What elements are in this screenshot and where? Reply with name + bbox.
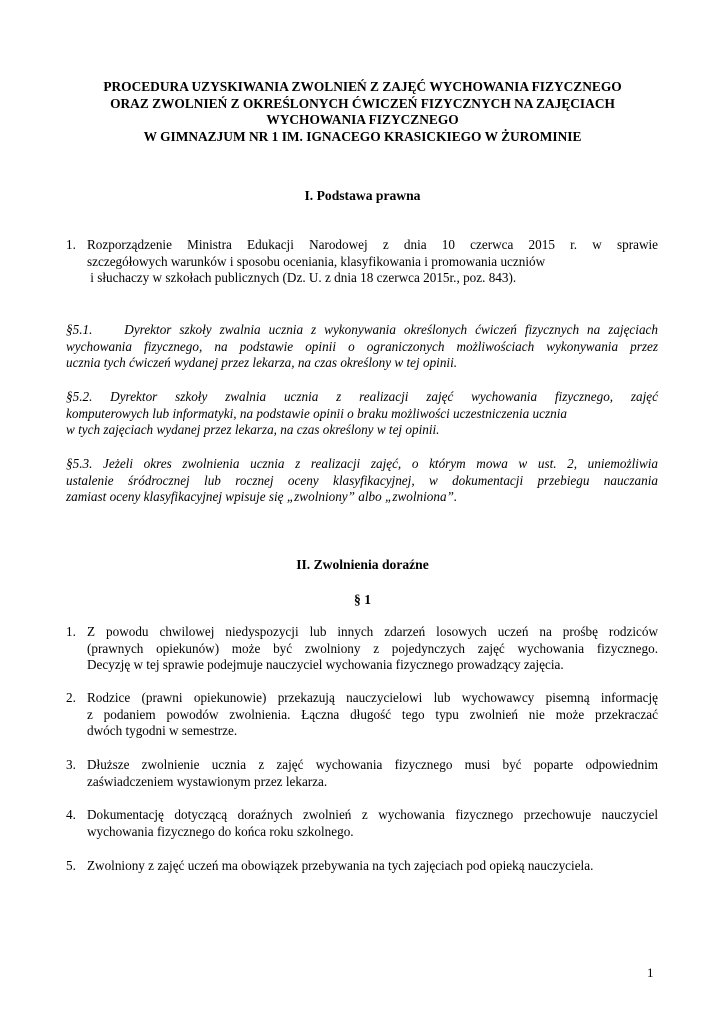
title-line: PROCEDURA UZYSKIWANIA ZWOLNIEŃ Z ZAJĘĆ WYCHOWANIA FIZYCZNEGO: [103, 79, 622, 94]
paragraph-5-3: [66, 456, 658, 506]
section-paragraph-mark: § 1: [354, 592, 371, 607]
item-line: Dokumentację dotyczącą doraźnych zwolnień z wychowania fizycznego przechowuje nauczyciel: [87, 807, 658, 822]
item-line: Decyzję w tej sprawie podejmuje nauczyciel wychowania fizycznego prowadzący zajęcia.: [87, 657, 564, 672]
item-line: wychowania fizycznego do końca roku szkolnego.: [87, 823, 354, 839]
title-line: ORAZ ZWOLNIEŃ Z OKREŚLONYCH ĆWICZEŃ FIZYCZNYCH NA ZAJĘCIACH: [110, 95, 615, 111]
paragraph-line: w tych zajęciach wydanej przez lekarza, na czas określony w tej opinii.: [66, 422, 440, 437]
item-line: i słuchaczy w szkołach publicznych (Dz. U. z dnia 18 czerwca 2015r., poz. 843).: [87, 270, 517, 285]
page-number: 1: [647, 965, 654, 980]
paragraph-5-2: [66, 389, 658, 439]
item-line: zaświadczeniem wystawionym przez lekarza.: [87, 773, 328, 789]
item-number: 3.: [66, 757, 76, 772]
legal-basis-item: [66, 237, 658, 287]
paragraph-line: §5.2. Dyrektor szkoły zwalnia ucznia z realizacji zajęć wychowania fizycznego, zajęć: [66, 389, 658, 404]
item-line: Dłuższe zwolnienie ucznia z zajęć wychowania fizycznego musi być poparte odpowiednim: [87, 757, 658, 772]
paragraph-line: ucznia tych ćwiczeń wydanej przez lekarza, na czas określony w tej opinii.: [66, 355, 458, 370]
title-line: WYCHOWANIA FIZYCZNEGO: [266, 112, 459, 127]
paragraph-line: ustalenie śródrocznej lub rocznej oceny klasyfikacyjnej, w dokumentacji przebiegu nauczania: [66, 472, 658, 488]
item-line: dwóch tygodni w semestrze.: [87, 723, 238, 738]
exemption-item-4: [66, 807, 658, 840]
item-line: Zwolniony z zajęć uczeń ma obowiązek przebywania na tych zajęciach pod opieką nauczyciela.: [87, 858, 594, 873]
paragraph-line: zamiast oceny klasyfikacyjnej wpisuje się „zwolniony” albo „zwolniona”.: [66, 489, 458, 504]
paragraph-line: §5.3. Jeżeli okres zwolnienia ucznia z realizacji zajęć, o którym mowa w ust. 2, uniemożliwia: [66, 456, 658, 471]
item-line: szczegółowych warunków i sposobu oceniania, klasyfikowania i promowania uczniów: [87, 253, 546, 269]
paragraph-5-1: [66, 322, 658, 372]
item-line: (prawnych opiekunów) może być zwolniony z pojedynczych zajęć wychowania fizycznego.: [87, 640, 658, 656]
item-line: z podaniem powodów zwolnienia. Łączna długość tego typu zwolnień nie może przekraczać: [87, 706, 658, 722]
paragraph-line: §5.1. Dyrektor szkoły zwalnia ucznia z wykonywania określonych ćwiczeń fizycznych na zajęciach: [66, 322, 658, 337]
item-line: Rodzice (prawni opiekunowie) przekazują nauczycielowi lub wychowawcy pisemną informację: [87, 690, 658, 705]
exemption-item-5: [66, 858, 658, 875]
item-number: 4.: [66, 807, 76, 822]
title-line: W GIMNAZJUM NR 1 IM. IGNACEGO KRASICKIEGO W ŻUROMINIE: [143, 128, 582, 144]
item-number: 1.: [66, 624, 76, 639]
paragraph-line: wychowania fizycznego, na podstawie opinii o ograniczonych możliwościach wykonywania przez: [66, 338, 658, 354]
section-heading-temporary-exemptions: II. Zwolnienia doraźne: [296, 557, 429, 572]
item-line: Rozporządzenie Ministra Edukacji Narodowej z dnia 10 czerwca 2015 r. w sprawie: [87, 237, 658, 252]
exemption-item-3: [66, 757, 658, 790]
exemption-item-1: [66, 624, 658, 674]
item-line: Z powodu chwilowej niedyspozycji lub innych zdarzeń losowych uczeń na prośbę rodziców: [87, 624, 658, 639]
item-number: 5.: [66, 858, 76, 873]
item-number: 2.: [66, 690, 76, 705]
paragraph-line: komputerowych lub informatyki, na podstawie opinii o braku możliwości uczestniczenia ucznia: [66, 405, 567, 421]
item-number: 1.: [66, 237, 76, 252]
section-heading-legal-basis: I. Podstawa prawna: [304, 188, 421, 203]
exemption-item-2: [66, 690, 658, 740]
document-title: [60, 79, 665, 145]
